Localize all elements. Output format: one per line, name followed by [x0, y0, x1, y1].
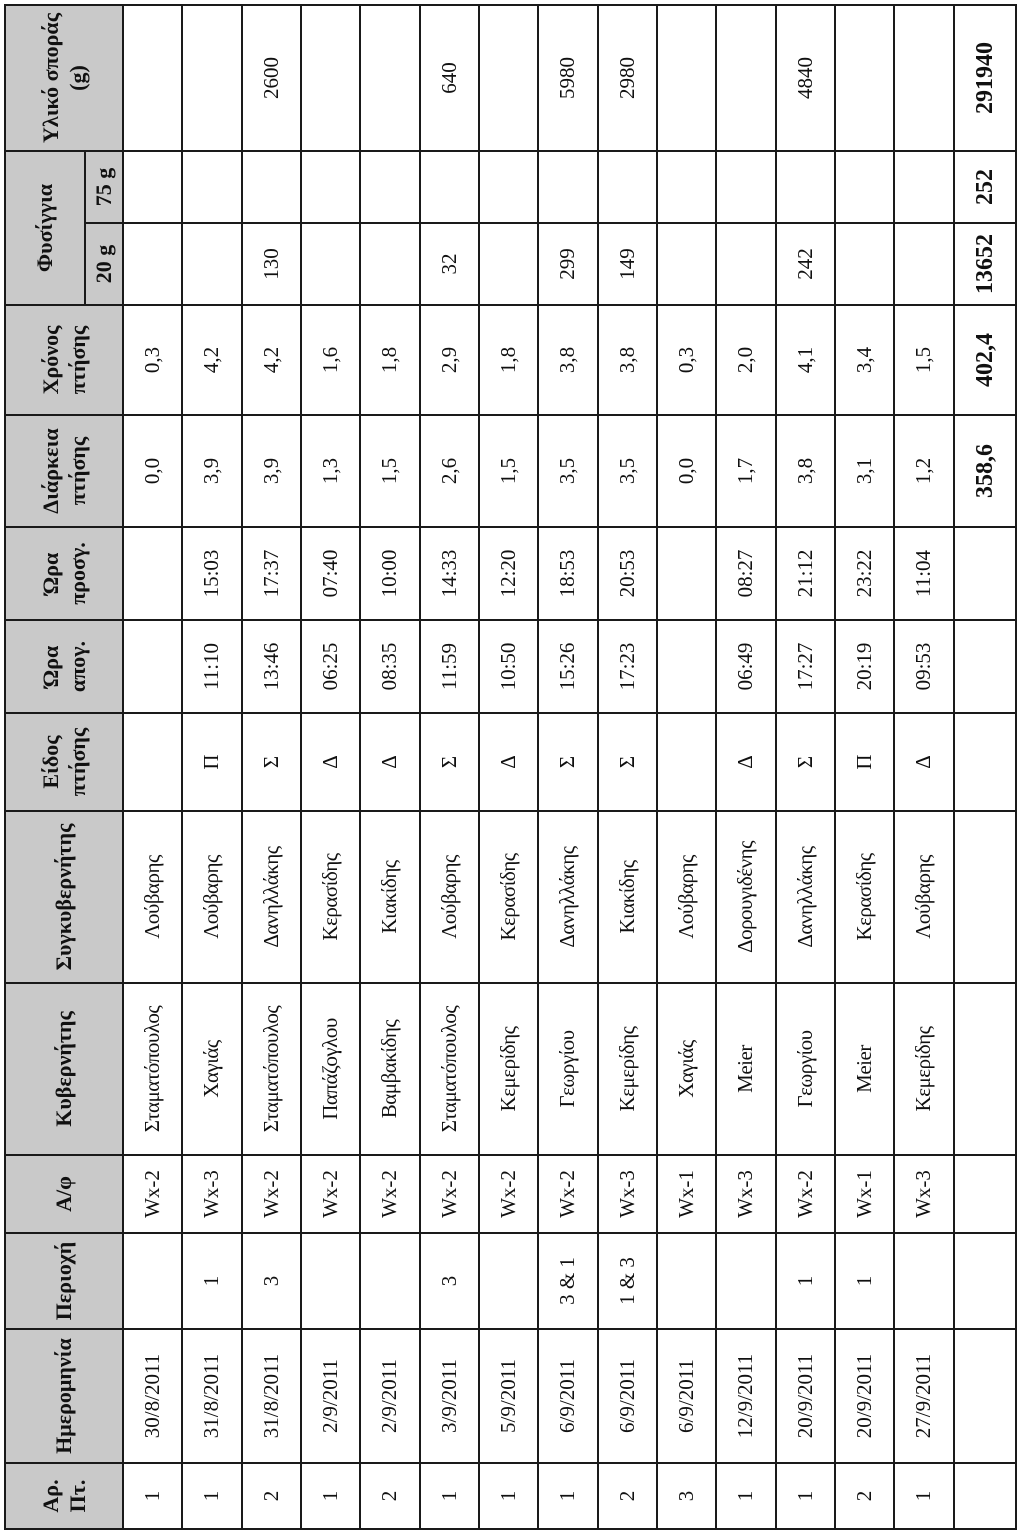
cell-duration: 1,7 [716, 415, 775, 527]
cell-area [716, 1233, 775, 1329]
cell-flares-20g [360, 223, 419, 305]
cell-flight-type: Σ [776, 713, 835, 811]
cell-takeoff: 09:53 [894, 620, 953, 713]
cell-seeding-material [835, 5, 894, 151]
cell-flight-no: 1 [716, 1463, 775, 1529]
header-flares-75g: 75 g [85, 151, 123, 223]
cell-pilot: Σταματόπουλος [420, 983, 479, 1155]
cell-seeding-material: 2600 [242, 5, 301, 151]
table-row [835, 5, 894, 1529]
cell-flight-no: 3 [657, 1463, 716, 1529]
total-empty-cell [954, 811, 1016, 983]
cell-flares-75g [835, 151, 894, 223]
table-row [894, 5, 953, 1529]
cell-takeoff: 17:27 [776, 620, 835, 713]
cell-duration: 3,8 [776, 415, 835, 527]
total-empty-cell [954, 983, 1016, 1155]
cell-date: 20/9/2011 [776, 1329, 835, 1463]
cell-takeoff: 06:25 [301, 620, 360, 713]
cell-flight-time: 0,3 [123, 305, 182, 415]
cell-flares-75g [420, 151, 479, 223]
total-empty-cell [954, 620, 1016, 713]
total-empty-cell [954, 1155, 1016, 1233]
cell-copilot: Λούβαρης [894, 811, 953, 983]
cell-pilot: Βαμβακίδης [360, 983, 419, 1155]
cell-flares-20g [479, 223, 538, 305]
cell-takeoff: 17:23 [598, 620, 657, 713]
cell-takeoff: 13:46 [242, 620, 301, 713]
total-flares-75g: 252 [954, 151, 1016, 223]
flight-log-table [4, 4, 1017, 1530]
cell-aircraft: Wx-2 [538, 1155, 597, 1233]
cell-duration: 3,5 [538, 415, 597, 527]
cell-flight-time: 2,9 [420, 305, 479, 415]
cell-pilot: Σταματόπουλος [242, 983, 301, 1155]
total-empty-cell [954, 1463, 1016, 1529]
cell-takeoff: 06:49 [716, 620, 775, 713]
cell-flight-no: 1 [894, 1463, 953, 1529]
cell-copilot: Κερασίδης [479, 811, 538, 983]
cell-flight-no: 1 [123, 1463, 182, 1529]
cell-aircraft: Wx-2 [360, 1155, 419, 1233]
cell-flight-no: 1 [776, 1463, 835, 1529]
cell-takeoff: 11:10 [182, 620, 241, 713]
cell-takeoff [123, 620, 182, 713]
cell-date: 20/9/2011 [835, 1329, 894, 1463]
cell-pilot: Χαγιάς [657, 983, 716, 1155]
cell-area [360, 1233, 419, 1329]
cell-flares-20g [716, 223, 775, 305]
header-flares: Φυσίγγια [5, 151, 85, 305]
cell-seeding-material [182, 5, 241, 151]
cell-flight-time: 1,8 [360, 305, 419, 415]
cell-flight-time: 3,8 [598, 305, 657, 415]
cell-pilot: Meier [835, 983, 894, 1155]
cell-flares-20g: 130 [242, 223, 301, 305]
table-row [479, 5, 538, 1529]
cell-flight-time: 1,5 [894, 305, 953, 415]
cell-pilot: Σταματόπουλος [123, 983, 182, 1155]
cell-flight-no: 2 [835, 1463, 894, 1529]
total-duration: 358,6 [954, 415, 1016, 527]
table-row [182, 5, 241, 1529]
cell-duration: 3,1 [835, 415, 894, 527]
cell-takeoff: 08:35 [360, 620, 419, 713]
cell-landing: 20:53 [598, 527, 657, 620]
cell-aircraft: Wx-2 [479, 1155, 538, 1233]
cell-flight-time: 3,4 [835, 305, 894, 415]
cell-date: 5/9/2011 [479, 1329, 538, 1463]
header-seeding-material: Υλικό σποράς (g) [5, 5, 123, 151]
cell-flares-75g [360, 151, 419, 223]
cell-flight-type [123, 713, 182, 811]
cell-area: 1 [835, 1233, 894, 1329]
cell-area [301, 1233, 360, 1329]
cell-area: 3 [242, 1233, 301, 1329]
cell-seeding-material: 5980 [538, 5, 597, 151]
cell-flight-type: Σ [598, 713, 657, 811]
cell-aircraft: Wx-3 [598, 1155, 657, 1233]
cell-copilot: Κιακίδης [360, 811, 419, 983]
cell-seeding-material: 2980 [598, 5, 657, 151]
cell-flares-75g [598, 151, 657, 223]
cell-date: 3/9/2011 [420, 1329, 479, 1463]
header-row [5, 5, 85, 1529]
cell-copilot: Δανηλλάκης [242, 811, 301, 983]
total-empty-cell [954, 713, 1016, 811]
cell-flares-75g [301, 151, 360, 223]
cell-aircraft: Wx-2 [776, 1155, 835, 1233]
cell-pilot: Γεωργίου [776, 983, 835, 1155]
cell-copilot: Κερασίδης [835, 811, 894, 983]
cell-pilot: Χαγιάς [182, 983, 241, 1155]
cell-date: 6/9/2011 [538, 1329, 597, 1463]
cell-pilot: Κεμερίδης [894, 983, 953, 1155]
total-seeding-material: 291940 [954, 5, 1016, 151]
cell-flares-20g [182, 223, 241, 305]
cell-area: 1 & 3 [598, 1233, 657, 1329]
cell-copilot: Δανηλλάκης [776, 811, 835, 983]
cell-flight-time: 2,0 [716, 305, 775, 415]
cell-flares-20g: 149 [598, 223, 657, 305]
cell-copilot: Λούβαρης [657, 811, 716, 983]
cell-flight-type: Δ [716, 713, 775, 811]
cell-landing: 23:22 [835, 527, 894, 620]
cell-flight-time: 4,1 [776, 305, 835, 415]
cell-landing: 12:20 [479, 527, 538, 620]
cell-aircraft: Wx-2 [420, 1155, 479, 1233]
cell-seeding-material [894, 5, 953, 151]
header-flight-type: Είδος πτήσης [5, 713, 123, 811]
cell-copilot: Κερασίδης [301, 811, 360, 983]
cell-date: 30/8/2011 [123, 1329, 182, 1463]
cell-flares-75g [716, 151, 775, 223]
cell-duration: 1,2 [894, 415, 953, 527]
table-row [360, 5, 419, 1529]
cell-flares-20g [657, 223, 716, 305]
total-empty-cell [954, 1329, 1016, 1463]
cell-duration: 3,5 [598, 415, 657, 527]
cell-date: 27/9/2011 [894, 1329, 953, 1463]
header-copilot: Συγκυβερνήτης [5, 811, 123, 983]
totals-row [954, 5, 1016, 1529]
cell-date: 6/9/2011 [598, 1329, 657, 1463]
cell-flight-type: Σ [242, 713, 301, 811]
cell-takeoff: 11:59 [420, 620, 479, 713]
cell-area: 1 [182, 1233, 241, 1329]
cell-flares-75g [479, 151, 538, 223]
table-row [657, 5, 716, 1529]
header-duration: Διάρκεια πτήσης [5, 415, 123, 527]
cell-landing: 18:53 [538, 527, 597, 620]
cell-duration: 1,5 [360, 415, 419, 527]
cell-area [657, 1233, 716, 1329]
cell-flight-type: Σ [420, 713, 479, 811]
total-empty-cell [954, 1233, 1016, 1329]
cell-flight-no: 1 [538, 1463, 597, 1529]
cell-landing: 08:27 [716, 527, 775, 620]
cell-copilot: Δανηλλάκης [538, 811, 597, 983]
cell-flares-75g [123, 151, 182, 223]
cell-flight-type [657, 713, 716, 811]
cell-flares-75g [182, 151, 241, 223]
cell-copilot: Λούβαρης [123, 811, 182, 983]
cell-takeoff [657, 620, 716, 713]
cell-copilot: Κιακίδης [598, 811, 657, 983]
cell-area [894, 1233, 953, 1329]
cell-seeding-material [716, 5, 775, 151]
table-row [598, 5, 657, 1529]
cell-takeoff: 10:50 [479, 620, 538, 713]
cell-flares-75g [657, 151, 716, 223]
cell-takeoff: 20:19 [835, 620, 894, 713]
cell-flight-no: 2 [242, 1463, 301, 1529]
cell-aircraft: Wx-1 [657, 1155, 716, 1233]
header-flight-time: Χρόνος πτήσης [5, 305, 123, 415]
cell-flight-no: 2 [360, 1463, 419, 1529]
cell-flight-type: Σ [538, 713, 597, 811]
cell-flares-20g [894, 223, 953, 305]
header-flares-20g: 20 g [85, 223, 123, 305]
table-row [420, 5, 479, 1529]
cell-seeding-material [360, 5, 419, 151]
cell-landing: 21:12 [776, 527, 835, 620]
cell-flight-type: Π [835, 713, 894, 811]
cell-flight-time: 1,8 [479, 305, 538, 415]
header-aircraft: Α/φ [5, 1155, 123, 1233]
cell-flares-20g [835, 223, 894, 305]
table-row [242, 5, 301, 1529]
cell-aircraft: Wx-1 [835, 1155, 894, 1233]
cell-copilot: Λούβαρης [182, 811, 241, 983]
cell-flight-no: 1 [420, 1463, 479, 1529]
cell-seeding-material [657, 5, 716, 151]
cell-date: 6/9/2011 [657, 1329, 716, 1463]
cell-duration: 3,9 [182, 415, 241, 527]
cell-pilot: Κεμερίδης [598, 983, 657, 1155]
cell-flares-75g [242, 151, 301, 223]
cell-flight-type: Π [182, 713, 241, 811]
table-row [301, 5, 360, 1529]
cell-pilot: Κεμερίδης [479, 983, 538, 1155]
cell-date: 12/9/2011 [716, 1329, 775, 1463]
cell-copilot: Λούβαρης [420, 811, 479, 983]
cell-area [123, 1233, 182, 1329]
cell-flight-time: 4,2 [242, 305, 301, 415]
table-row [538, 5, 597, 1529]
cell-duration: 1,3 [301, 415, 360, 527]
cell-date: 31/8/2011 [242, 1329, 301, 1463]
cell-landing [123, 527, 182, 620]
cell-seeding-material [479, 5, 538, 151]
header-landing: Ώρα προσγ. [5, 527, 123, 620]
cell-landing: 07:40 [301, 527, 360, 620]
cell-seeding-material [301, 5, 360, 151]
cell-flares-20g: 32 [420, 223, 479, 305]
cell-flares-20g [301, 223, 360, 305]
cell-landing: 14:33 [420, 527, 479, 620]
header-flight-no: Αρ. Πτ. [5, 1463, 123, 1529]
cell-aircraft: Wx-2 [242, 1155, 301, 1233]
cell-landing: 11:04 [894, 527, 953, 620]
cell-landing [657, 527, 716, 620]
cell-date: 2/9/2011 [301, 1329, 360, 1463]
cell-flares-20g: 242 [776, 223, 835, 305]
cell-flight-time: 0,3 [657, 305, 716, 415]
total-empty-cell [954, 527, 1016, 620]
cell-takeoff: 15:26 [538, 620, 597, 713]
cell-flight-time: 1,6 [301, 305, 360, 415]
cell-seeding-material [123, 5, 182, 151]
cell-landing: 17:37 [242, 527, 301, 620]
cell-date: 31/8/2011 [182, 1329, 241, 1463]
table-row [716, 5, 775, 1529]
cell-area: 3 [420, 1233, 479, 1329]
cell-flares-20g [123, 223, 182, 305]
cell-area [479, 1233, 538, 1329]
header-area: Περιοχή [5, 1233, 123, 1329]
cell-duration: 3,9 [242, 415, 301, 527]
cell-flight-type: Δ [479, 713, 538, 811]
cell-seeding-material: 640 [420, 5, 479, 151]
cell-flight-no: 1 [182, 1463, 241, 1529]
cell-aircraft: Wx-3 [894, 1155, 953, 1233]
table-body [123, 5, 1016, 1529]
cell-flight-time: 3,8 [538, 305, 597, 415]
cell-flight-type: Δ [360, 713, 419, 811]
cell-flight-no: 1 [479, 1463, 538, 1529]
cell-landing: 10:00 [360, 527, 419, 620]
cell-date: 2/9/2011 [360, 1329, 419, 1463]
cell-flight-type: Δ [301, 713, 360, 811]
cell-area: 3 & 1 [538, 1233, 597, 1329]
cell-flares-75g [776, 151, 835, 223]
header-date: Ημερομηνία [5, 1329, 123, 1463]
cell-aircraft: Wx-3 [716, 1155, 775, 1233]
cell-flight-time: 4,2 [182, 305, 241, 415]
cell-aircraft: Wx-2 [123, 1155, 182, 1233]
cell-flares-75g [538, 151, 597, 223]
cell-aircraft: Wx-2 [301, 1155, 360, 1233]
cell-area: 1 [776, 1233, 835, 1329]
cell-flares-20g: 299 [538, 223, 597, 305]
cell-flight-no: 2 [598, 1463, 657, 1529]
cell-aircraft: Wx-3 [182, 1155, 241, 1233]
cell-flares-75g [894, 151, 953, 223]
cell-pilot: Meier [716, 983, 775, 1155]
cell-duration: 2,6 [420, 415, 479, 527]
total-flares-20g: 13652 [954, 223, 1016, 305]
cell-copilot: Δορουγιδένης [716, 811, 775, 983]
table-row [776, 5, 835, 1529]
cell-duration: 0,0 [657, 415, 716, 527]
cell-flight-no: 1 [301, 1463, 360, 1529]
header-pilot: Κυβερνήτης [5, 983, 123, 1155]
cell-seeding-material: 4840 [776, 5, 835, 151]
table-row [123, 5, 182, 1529]
total-flight-time: 402,4 [954, 305, 1016, 415]
cell-pilot: Παπάζογλου [301, 983, 360, 1155]
cell-pilot: Γεωργίου [538, 983, 597, 1155]
cell-duration: 0,0 [123, 415, 182, 527]
cell-duration: 1,5 [479, 415, 538, 527]
header-takeoff: Ώρα απογ. [5, 620, 123, 713]
cell-landing: 15:03 [182, 527, 241, 620]
cell-flight-type: Δ [894, 713, 953, 811]
